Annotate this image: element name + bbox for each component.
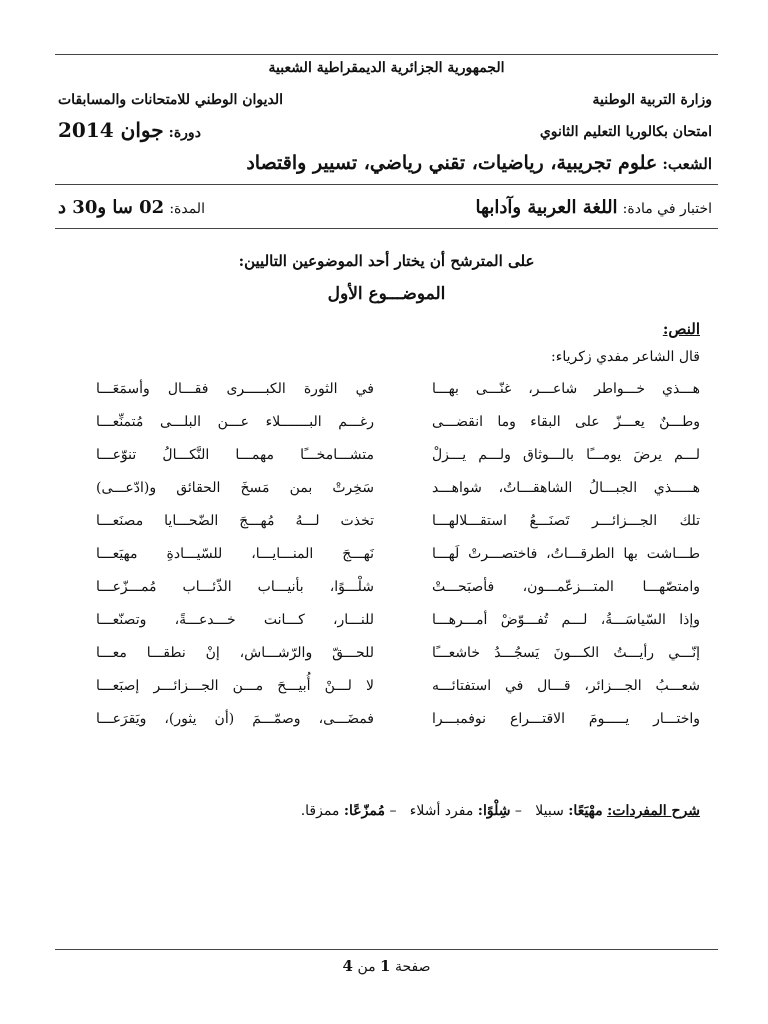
poem-verse-right: وطـــنٌ يعـــزّ على البقاء وما انقضـــى [432,414,700,430]
poem-verse-left: شلْـــوًا، بأنيـــاب الذّئـــاب مُمـــزّعـــا [96,579,374,595]
poem-verse-left: رغـــم البـــــــلاء عـــن البلـــى مُتمنِّعـــا [96,414,374,430]
page-number [55,957,718,975]
poem-verse-left: في الثورة الكبـــــرى فقـــال وأسمَعَـــا [96,381,374,397]
subject-value: اللغة العربية وآدابها [475,197,618,218]
streams-line [246,152,712,174]
glossary-meaning: ممزقا. [300,803,340,819]
poem-verse-right: شعـــبُ الجـــزائر، قـــال في استفتائـــه [432,678,700,694]
poem-verse-left: نَهـــجَ المنـــايـــا، للسّيـــادةِ مهيَعـــا [96,546,374,562]
page-label: صفحة [394,959,431,975]
exams-office-name: الديوان الوطني للامتحانات والمسابقات [58,92,284,108]
poem-verse-left: متشـــامخـــًا مهمـــا النَّكـــالُ تنوّعـــا [96,447,374,463]
page-of: من [357,959,376,975]
footer-rule [55,949,718,950]
ministry-name: وزارة التربية الوطنية [592,92,712,108]
poem-verse-right: إنّـــي رأيـــتُ الكـــونَ يَسجُـــدُ خاشعـــًا [432,645,700,661]
session-value: جوان 2014 [58,118,164,142]
poem-verse-right: تلك الجـــزائـــر تَصنَـــعُ استقـــلالهـــا [432,513,700,529]
topic-title: الموضـــوع الأول [327,284,446,304]
poem-verse-left: للنـــار، كـــانت خـــدعـــةً، وتصنّعـــا [96,612,374,628]
top-rule [55,54,718,55]
poem-intro: قال الشاعر مفدي زكرياء: [551,349,700,365]
glossary-term: مُمزّعًا: [343,803,385,819]
poem-verse-right: وامتصّهـــا المتـــزعّمـــون، فأصبَحـــتْ [432,579,700,595]
poem-verse-right: لـــم يرضَ يومـــًا بالـــوثاق ولـــم يـــزلْ [432,447,700,463]
subject-label: اختبار في مادة: [622,201,712,217]
page-current: 1 [380,957,391,975]
poem-verse-right: واختـــار يـــــومَ الاقتـــراع نوفمبـــرا [432,711,700,727]
glossary-separator: – [514,803,522,819]
exam-session [58,118,201,142]
poem-verse-right: وإذا السّياسَـــةُ، لـــم تُفـــوّضْ أمـــرهـــا [432,612,700,628]
streams-label: الشعب: [662,155,712,173]
poem-verse-left: لا لـــنْ أُبيـــحَ مـــن الجـــزائـــر إصبَعـــا [96,678,374,694]
poem-verse-left: تخذت لـــهُ مُهـــجَ الضّحـــايا مصنَعـــا [96,513,374,529]
glossary-term: مهْيَعًا: [568,803,603,819]
poem-verse-left: للحـــقّ والرّشـــاش، إنْ نطقـــا معـــا [96,645,374,661]
poem-verse-left: سَخِرتْ بمن مَسخَ الحقائق و(ادّعـــى) [96,480,374,496]
glossary-term: شِلْوًا: [477,803,511,819]
subject-line [476,197,712,218]
exam-title: امتحان بكالوريا التعليم الثانوي [539,124,712,140]
glossary-meaning: مفرد أشلاء [409,803,474,819]
glossary-label: شرح المفردات: [607,803,700,819]
page-total: 4 [342,957,353,975]
glossary [301,803,700,819]
glossary-separator: – [389,803,397,819]
republic-title: الجمهورية الجزائرية الديمقراطية الشعبية [268,60,505,76]
text-label: النص: [662,320,700,338]
header-rule [55,184,718,185]
duration-value: 02 سا و30 د [58,197,165,218]
poem-verse-right: طـــاشت بها الطرقـــاتُ، فاختصـــرتْ لَهـــا [432,546,700,562]
duration-line [58,197,205,218]
session-label: دورة: [168,125,201,141]
streams-value: علوم تجريبية، رياضيات، تقني رياضي، تسيير واقتصاد [246,152,658,174]
duration-label: المدة: [169,201,205,217]
subject-rule [55,228,718,229]
poem-verse-right: هـــذي خـــواطر شاعـــر، غنّـــى بهـــا [432,381,700,397]
glossary-meaning: سبيلا [535,803,564,819]
poem-verse-left: فمضَـــى، وصمّـــمَ (أن يثور)، ويَقرَعـــا [96,711,374,727]
poem-verse-right: هـــــذي الجبـــالُ الشاهقـــاتُ، شواهـــد [432,480,700,496]
instructions: على المترشح أن يختار أحد الموضوعين التاليين: [238,252,535,270]
